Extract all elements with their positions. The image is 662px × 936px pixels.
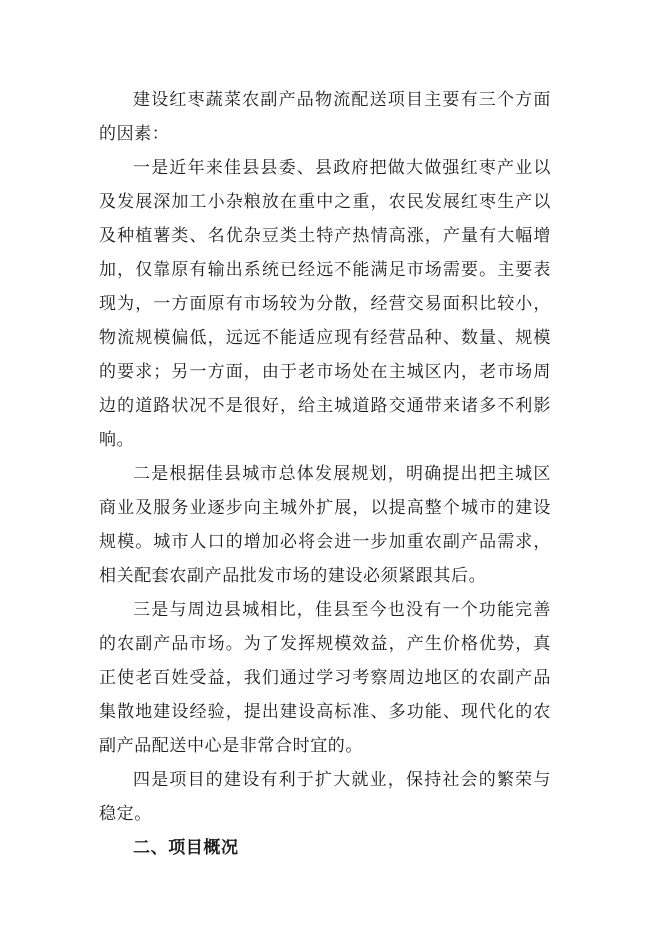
section-heading: 二、项目概况 xyxy=(133,838,239,858)
point-four-paragraph: 四是项目的建设有利于扩大就业，保持社会的繁荣与稳定。 xyxy=(99,770,551,824)
point-one-paragraph: 一是近年来佳县县委、县政府把做大做强红枣产业以及发展深加工小杂粮放在重中之重，农民发展红枣生产以及种植薯类、名优杂豆类土特产热情高涨，产量有大幅增加，仅靠原有输出系统已经远不能满足市场需要。主要表现为，一方面原有市场较为分散，经营交易面积比较小，物流规模偏低，远远不能适应现有经营品种、数量、规模的要求；另一方面，由于老市场处在主城区内，老市场周边的道路状况不是很好，给主城道路交通带来诸多不利影响。 xyxy=(99,158,551,450)
point-two-paragraph: 二是根据佳县城市总体发展规划，明确提出把主城区商业及服务业逐步向主城外扩展，以提高整个城市的建设规模。城市人口的增加必将会进一步加重农副产品需求，相关配套农副产品批发市场的建设必须紧跟其后。 xyxy=(99,464,551,586)
intro-paragraph: 建设红枣蔬菜农副产品物流配送项目主要有三个方面的因素： xyxy=(99,90,551,144)
document-body xyxy=(99,83,551,865)
point-three-paragraph: 三是与周边县城相比，佳县至今也没有一个功能完善的农副产品市场。为了发挥规模效益，产生价格优势，真正使老百姓受益，我们通过学习考察周边地区的农副产品集散地建设经验，提出建设高标准、多功能、现代化的农副产品配送中心是非常合时宜的。 xyxy=(99,600,551,756)
